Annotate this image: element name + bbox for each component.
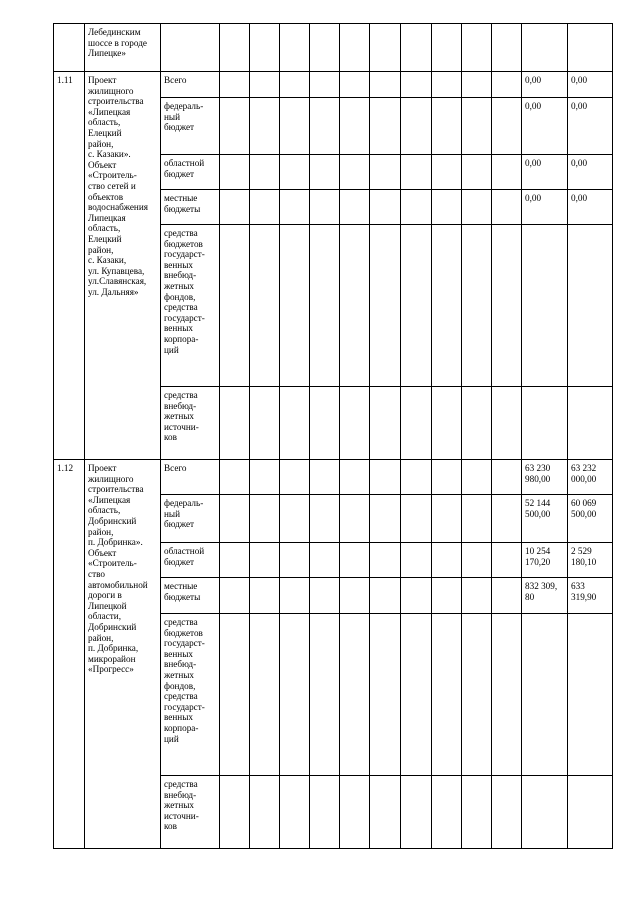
amount-v1: 0,00 <box>522 190 568 225</box>
row-number <box>54 24 85 72</box>
empty-cell <box>432 72 462 98</box>
empty-cell <box>401 225 432 387</box>
empty-cell <box>310 578 340 614</box>
amount-v2: 0,00 <box>568 72 613 98</box>
empty-cell <box>310 614 340 776</box>
empty-cell <box>340 72 370 98</box>
empty-cell <box>432 98 462 155</box>
empty-cell <box>401 614 432 776</box>
empty-cell <box>310 387 340 460</box>
empty-cell <box>370 495 401 543</box>
empty-cell <box>492 387 522 460</box>
empty-cell <box>340 387 370 460</box>
empty-cell <box>340 776 370 849</box>
empty-cell <box>492 190 522 225</box>
amount-v1: 63 230 980,00 <box>522 460 568 495</box>
empty-cell <box>370 190 401 225</box>
empty-cell <box>340 460 370 495</box>
empty-cell <box>340 98 370 155</box>
empty-cell <box>401 72 432 98</box>
empty-cell <box>462 578 492 614</box>
empty-cell <box>462 460 492 495</box>
amount-v1: 52 144 500,00 <box>522 495 568 543</box>
empty-cell <box>220 495 250 543</box>
empty-cell <box>250 776 280 849</box>
empty-cell <box>370 72 401 98</box>
project-name: Лебединским шоссе в городе Липецке» <box>85 24 161 72</box>
empty-cell <box>492 495 522 543</box>
empty-cell <box>401 543 432 578</box>
empty-cell <box>340 578 370 614</box>
empty-cell <box>462 614 492 776</box>
table-row <box>54 72 613 98</box>
empty-cell <box>340 614 370 776</box>
funding-source-label: средства внебюд- жетных источни- ков <box>161 387 220 460</box>
empty-cell <box>432 24 462 72</box>
empty-cell <box>432 190 462 225</box>
empty-cell <box>370 24 401 72</box>
empty-cell <box>462 776 492 849</box>
funding-source-label: областной бюджет <box>161 543 220 578</box>
project-name: Проект жилищного строительства «Липецкая область, Добринский район, п. Добринка». Объект «Строитель- ство автомобильной дороги в Липецкой области, Добринский район, п. Добринка, микрорайон «Прогресс» <box>85 460 161 849</box>
empty-cell <box>492 24 522 72</box>
empty-cell <box>340 24 370 72</box>
funding-source-label: местные бюджеты <box>161 190 220 225</box>
funding-source-label: местные бюджеты <box>161 578 220 614</box>
empty-cell <box>250 578 280 614</box>
amount-v2: 2 529 180,10 <box>568 543 613 578</box>
amount-v2: 0,00 <box>568 190 613 225</box>
empty-cell <box>370 776 401 849</box>
empty-cell <box>280 190 310 225</box>
funding-source-label: средства внебюд- жетных источни- ков <box>161 776 220 849</box>
empty-cell <box>310 24 340 72</box>
empty-cell <box>220 190 250 225</box>
table-row <box>54 460 613 495</box>
amount-v1: 10 254 170,20 <box>522 543 568 578</box>
empty-cell <box>310 543 340 578</box>
empty-cell <box>492 225 522 387</box>
empty-cell <box>432 460 462 495</box>
empty-cell <box>462 24 492 72</box>
empty-cell <box>462 98 492 155</box>
empty-cell <box>280 24 310 72</box>
empty-cell <box>220 155 250 190</box>
empty-cell <box>250 190 280 225</box>
amount-v2 <box>568 387 613 460</box>
empty-cell <box>310 460 340 495</box>
funding-source-label: средства бюджетов государст- венных внебюд- жетных фондов, средства государст- венных корпора- ций <box>161 614 220 776</box>
empty-cell <box>462 495 492 543</box>
empty-cell <box>492 543 522 578</box>
amount-v2 <box>568 614 613 776</box>
empty-cell <box>220 543 250 578</box>
empty-cell <box>310 72 340 98</box>
empty-cell <box>492 460 522 495</box>
empty-cell <box>220 614 250 776</box>
amount-v2 <box>568 225 613 387</box>
amount-v1 <box>522 225 568 387</box>
empty-cell <box>401 495 432 543</box>
empty-cell <box>250 225 280 387</box>
empty-cell <box>220 776 250 849</box>
empty-cell <box>432 776 462 849</box>
empty-cell <box>280 578 310 614</box>
empty-cell <box>250 387 280 460</box>
empty-cell <box>462 387 492 460</box>
amount-v2: 633 319,90 <box>568 578 613 614</box>
empty-cell <box>340 190 370 225</box>
amount-v1 <box>522 24 568 72</box>
empty-cell <box>250 155 280 190</box>
empty-cell <box>432 387 462 460</box>
funding-source-label: Всего <box>161 460 220 495</box>
amount-v1 <box>522 776 568 849</box>
empty-cell <box>220 387 250 460</box>
empty-cell <box>250 72 280 98</box>
empty-cell <box>370 225 401 387</box>
empty-cell <box>250 460 280 495</box>
empty-cell <box>220 98 250 155</box>
empty-cell <box>492 776 522 849</box>
empty-cell <box>220 225 250 387</box>
empty-cell <box>370 614 401 776</box>
empty-cell <box>401 24 432 72</box>
amount-v2: 63 232 000,00 <box>568 460 613 495</box>
amount-v2 <box>568 24 613 72</box>
amount-v2: 60 069 500,00 <box>568 495 613 543</box>
empty-cell <box>432 155 462 190</box>
empty-cell <box>432 225 462 387</box>
empty-cell <box>280 776 310 849</box>
empty-cell <box>220 578 250 614</box>
amount-v1 <box>522 614 568 776</box>
empty-cell <box>310 776 340 849</box>
empty-cell <box>310 155 340 190</box>
empty-cell <box>462 72 492 98</box>
empty-cell <box>432 578 462 614</box>
empty-cell <box>492 614 522 776</box>
amount-v1: 0,00 <box>522 72 568 98</box>
empty-cell <box>250 495 280 543</box>
empty-cell <box>280 543 310 578</box>
empty-cell <box>310 190 340 225</box>
funding-source-label: Всего <box>161 72 220 98</box>
empty-cell <box>310 225 340 387</box>
empty-cell <box>220 460 250 495</box>
empty-cell <box>401 460 432 495</box>
amount-v1: 832 309, 80 <box>522 578 568 614</box>
empty-cell <box>280 460 310 495</box>
empty-cell <box>280 495 310 543</box>
funding-source-label: федераль- ный бюджет <box>161 495 220 543</box>
empty-cell <box>492 578 522 614</box>
empty-cell <box>432 495 462 543</box>
empty-cell <box>280 614 310 776</box>
empty-cell <box>401 387 432 460</box>
empty-cell <box>462 543 492 578</box>
empty-cell <box>280 72 310 98</box>
empty-cell <box>462 190 492 225</box>
empty-cell <box>340 543 370 578</box>
amount-v1: 0,00 <box>522 155 568 190</box>
funding-source-label: средства бюджетов государст- венных внебюд- жетных фондов, средства государст- венных корпора- ций <box>161 225 220 387</box>
row-number: 1.12 <box>54 460 85 849</box>
funding-source-label: федераль- ный бюджет <box>161 98 220 155</box>
empty-cell <box>250 543 280 578</box>
empty-cell <box>370 98 401 155</box>
empty-cell <box>220 72 250 98</box>
empty-cell <box>340 495 370 543</box>
empty-cell <box>250 24 280 72</box>
amount-v1: 0,00 <box>522 98 568 155</box>
empty-cell <box>432 543 462 578</box>
amount-v2: 0,00 <box>568 98 613 155</box>
empty-cell <box>462 225 492 387</box>
empty-cell <box>370 155 401 190</box>
funding-source-label <box>161 24 220 72</box>
empty-cell <box>492 98 522 155</box>
empty-cell <box>280 225 310 387</box>
amount-v1 <box>522 387 568 460</box>
empty-cell <box>340 155 370 190</box>
amount-v2 <box>568 776 613 849</box>
funding-source-label: областной бюджет <box>161 155 220 190</box>
table-row <box>54 24 613 72</box>
empty-cell <box>432 614 462 776</box>
empty-cell <box>280 155 310 190</box>
empty-cell <box>401 190 432 225</box>
empty-cell <box>370 543 401 578</box>
empty-cell <box>492 72 522 98</box>
empty-cell <box>401 155 432 190</box>
empty-cell <box>280 98 310 155</box>
empty-cell <box>250 98 280 155</box>
empty-cell <box>492 155 522 190</box>
funding-table <box>53 23 613 849</box>
project-name: Проект жилищного строительства «Липецкая область, Елецкий район, с. Казаки». Объект «Строитель- ство сетей и объектов водоснабжения Липецкая область, Елецкий район, с. Казаки, ул. Купавцева, ул.Славянская, ул. Дальняя» <box>85 72 161 460</box>
empty-cell <box>401 578 432 614</box>
empty-cell <box>310 495 340 543</box>
empty-cell <box>250 614 280 776</box>
empty-cell <box>220 24 250 72</box>
empty-cell <box>280 387 310 460</box>
empty-cell <box>462 155 492 190</box>
empty-cell <box>401 776 432 849</box>
empty-cell <box>370 387 401 460</box>
empty-cell <box>310 98 340 155</box>
empty-cell <box>370 578 401 614</box>
amount-v2: 0,00 <box>568 155 613 190</box>
empty-cell <box>340 225 370 387</box>
row-number: 1.11 <box>54 72 85 460</box>
empty-cell <box>401 98 432 155</box>
empty-cell <box>370 460 401 495</box>
